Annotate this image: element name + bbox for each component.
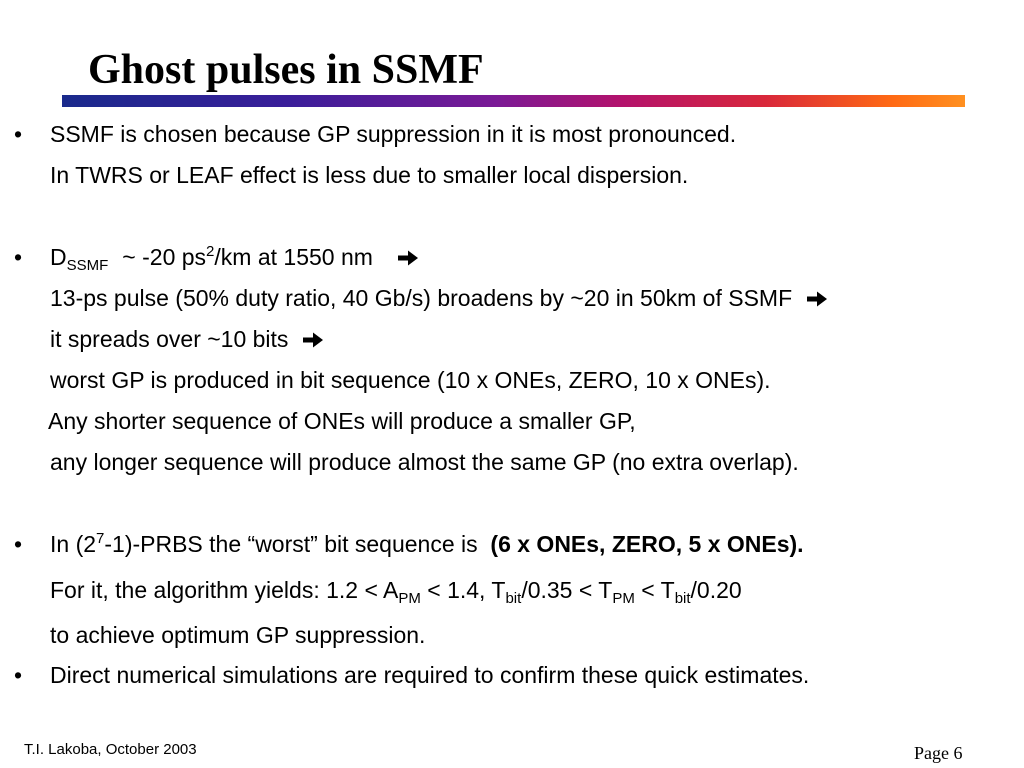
dispersion-subscript: SSMF [66, 257, 109, 274]
prbs-text: -1)-PRBS the “worst” bit sequence is [104, 531, 478, 557]
footer-page-number: Page 6 [914, 743, 963, 763]
dispersion-symbol: D [50, 244, 67, 270]
prbs-prefix: In (2 [50, 531, 97, 557]
slide-title: Ghost pulses in SSMF [88, 47, 484, 93]
footer-author-date: T.I. Lakoba, October 2003 [24, 741, 197, 758]
algorithm-text-e: /0.20 [690, 577, 742, 603]
worst-sequence-bold: (6 x ONEs, ZERO, 5 x ONEs). [490, 531, 804, 557]
t-pm-subscript: PM [612, 590, 635, 607]
bullet-marker: • [14, 244, 23, 270]
t-bit-subscript: bit [674, 590, 691, 607]
algorithm-text-a: For it, the algorithm yields: 1.2 < A [50, 577, 399, 603]
bullet-2-line-2 [50, 283, 828, 315]
bullet-marker: • [14, 662, 23, 688]
right-arrow-icon [806, 285, 828, 315]
t-bit-subscript: bit [505, 590, 522, 607]
bullet-2-line-3 [50, 324, 324, 356]
bullet-marker: • [14, 121, 23, 147]
algorithm-text-c: /0.35 < T [521, 577, 613, 603]
bullet-1-line-1: SSMF is chosen because GP suppression in it is most pronounced. [50, 121, 737, 147]
dispersion-unit: /km at 1550 nm [214, 244, 373, 270]
prbs-exponent: 7 [96, 530, 105, 547]
algorithm-text-b: < 1.4, T [420, 577, 506, 603]
bullet-2-line-1 [50, 242, 419, 274]
bullet-4-line-1: Direct numerical simulations are required to confirm these quick estimates. [50, 662, 810, 688]
bullet-1-line-2: In TWRS or LEAF effect is less due to smaller local dispersion. [50, 162, 689, 188]
ps-squared-exponent: 2 [206, 243, 215, 260]
algorithm-text-d: < T [634, 577, 675, 603]
dispersion-value: ~ -20 ps [122, 244, 207, 270]
bullet-2-line-4: worst GP is produced in bit sequence (10 x ONEs, ZERO, 10 x ONEs). [50, 367, 771, 393]
right-arrow-icon [397, 244, 419, 274]
bullet-3-line-2 [50, 575, 742, 605]
a-pm-subscript: PM [398, 590, 421, 607]
bullet-2-line-6: any longer sequence will produce almost the same GP (no extra overlap). [50, 449, 799, 475]
spread-text: it spreads over ~10 bits [50, 326, 289, 352]
bullet-2-line-5: Any shorter sequence of ONEs will produce a smaller GP, [48, 408, 636, 434]
right-arrow-icon [302, 326, 324, 356]
title-underline-bar [62, 95, 965, 107]
bullet-3-line-1 [50, 529, 804, 559]
bullet-marker: • [14, 531, 23, 557]
pulse-broadening-text: 13-ps pulse (50% duty ratio, 40 Gb/s) broadens by ~20 in 50km of SSMF [50, 285, 793, 311]
bullet-3-line-3: to achieve optimum GP suppression. [50, 622, 426, 648]
